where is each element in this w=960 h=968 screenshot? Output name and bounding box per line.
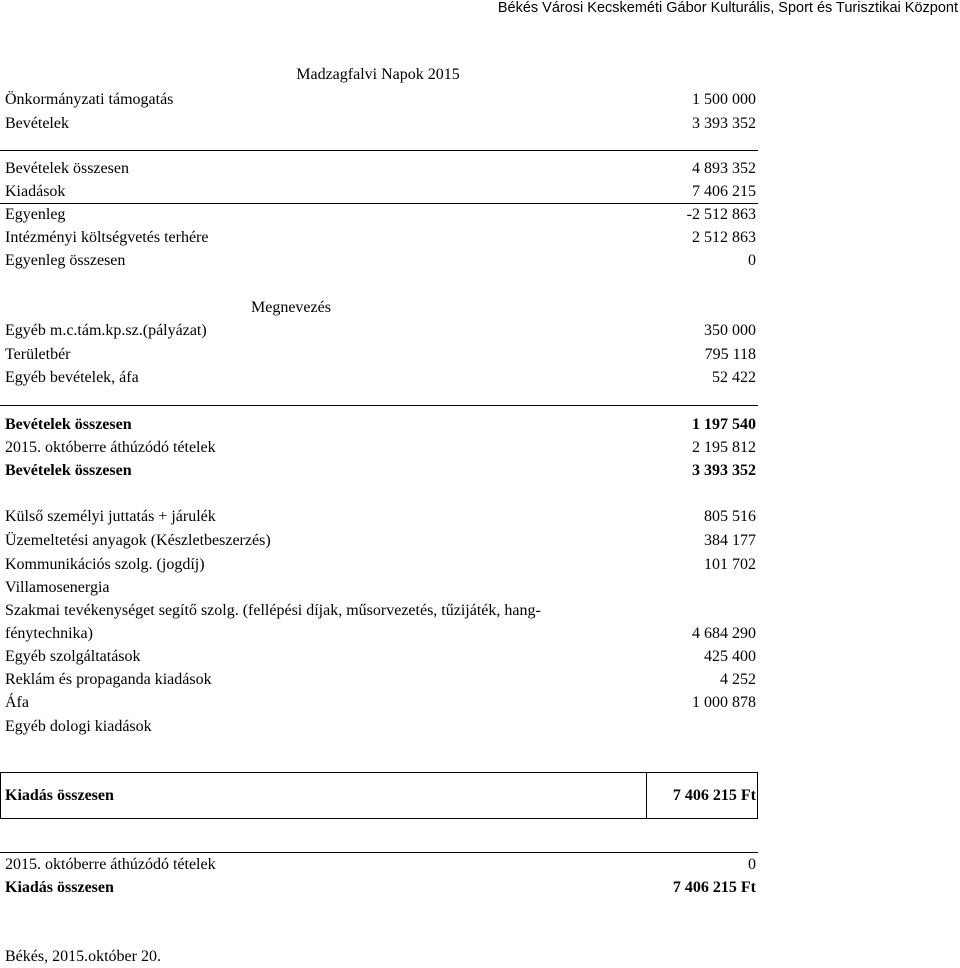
income-value: 2 195 812 xyxy=(692,439,756,456)
divider-line xyxy=(0,150,758,151)
summary-label: Kiadások xyxy=(5,183,66,200)
box-border-middle xyxy=(646,772,647,818)
divider-line xyxy=(0,852,758,853)
income-label: 2015. októberre áthúzódó tételek xyxy=(5,439,216,456)
income-label: Egyéb m.c.tám.kp.sz.(pályázat) xyxy=(5,322,207,339)
final-total-label: Kiadás összesen xyxy=(5,879,114,896)
expense-label: Villamosenergia xyxy=(5,579,110,596)
expense-label: Egyéb dologi kiadások xyxy=(5,718,152,735)
divider-line xyxy=(0,405,758,406)
box-border-right xyxy=(757,772,758,818)
expense-label: fénytechnika) xyxy=(5,625,93,642)
carryover-label: 2015. októberre áthúzódó tételek xyxy=(5,856,216,873)
date-signature-line: Békés, 2015.október 20. xyxy=(5,948,161,965)
summary-value: 2 512 863 xyxy=(692,229,756,246)
expense-label: Reklám és propaganda kiadások xyxy=(5,671,212,688)
expense-value: 805 516 xyxy=(704,508,756,525)
summary-value: 7 406 215 xyxy=(692,183,756,200)
expense-value: 425 400 xyxy=(704,648,756,665)
income-label: Egyéb bevételek, áfa xyxy=(5,369,139,386)
expense-value: 101 702 xyxy=(704,556,756,573)
carryover-value: 0 xyxy=(748,856,756,873)
summary-value: 1 500 000 xyxy=(692,91,756,108)
summary-value: 3 393 352 xyxy=(692,115,756,132)
summary-label: Bevételek összesen xyxy=(5,160,129,177)
column-header: Megnevezés xyxy=(251,299,331,316)
income-total-label: Bevételek összesen xyxy=(5,462,132,479)
box-border-left xyxy=(0,772,1,818)
income-value: 350 000 xyxy=(704,322,756,339)
expense-value: 1 000 878 xyxy=(692,694,756,711)
expense-label: Külső személyi juttatás + járulék xyxy=(5,508,216,525)
divider-line xyxy=(0,772,758,773)
income-label: Területbér xyxy=(5,346,71,363)
expense-total-label: Kiadás összesen xyxy=(5,787,114,804)
summary-label: Önkormányzati támogatás xyxy=(5,91,174,108)
report-title: Madzagfalvi Napok 2015 xyxy=(296,66,460,83)
expense-value: 384 177 xyxy=(704,532,756,549)
divider-line xyxy=(0,203,758,204)
expense-value: 4 684 290 xyxy=(692,625,756,642)
expense-label: Üzemeltetési anyagok (Készletbeszerzés) xyxy=(5,532,271,549)
summary-value: 0 xyxy=(748,252,756,269)
income-value: 52 422 xyxy=(712,369,756,386)
expense-value: 4 252 xyxy=(720,671,756,688)
institution-header: Békés Városi Kecskeméti Gábor Kulturális, Sport és Turisztikai Központ xyxy=(497,0,958,16)
summary-label: Egyenleg xyxy=(5,206,66,223)
summary-label: Egyenleg összesen xyxy=(5,252,126,269)
divider-line xyxy=(0,818,758,819)
income-total-label: Bevételek összesen xyxy=(5,416,132,433)
expense-total-value: 7 406 215 Ft xyxy=(672,787,756,804)
expense-label: Kommunikációs szolg. (jogdíj) xyxy=(5,556,205,573)
income-value: 795 118 xyxy=(704,346,756,363)
summary-value: 4 893 352 xyxy=(692,160,756,177)
income-total-value: 3 393 352 xyxy=(692,462,756,479)
summary-label: Intézményi költségvetés terhére xyxy=(5,229,209,246)
expense-label: Szakmai tevékenységet segítő szolg. (fellépési díjak, műsorvezetés, tűzijáték, hang- xyxy=(5,602,541,619)
final-total-value: 7 406 215 Ft xyxy=(672,879,756,896)
income-total-value: 1 197 540 xyxy=(692,416,756,433)
summary-value: -2 512 863 xyxy=(686,206,756,223)
expense-label: Áfa xyxy=(5,694,29,711)
summary-label: Bevételek xyxy=(5,115,69,132)
expense-label: Egyéb szolgáltatások xyxy=(5,648,141,665)
